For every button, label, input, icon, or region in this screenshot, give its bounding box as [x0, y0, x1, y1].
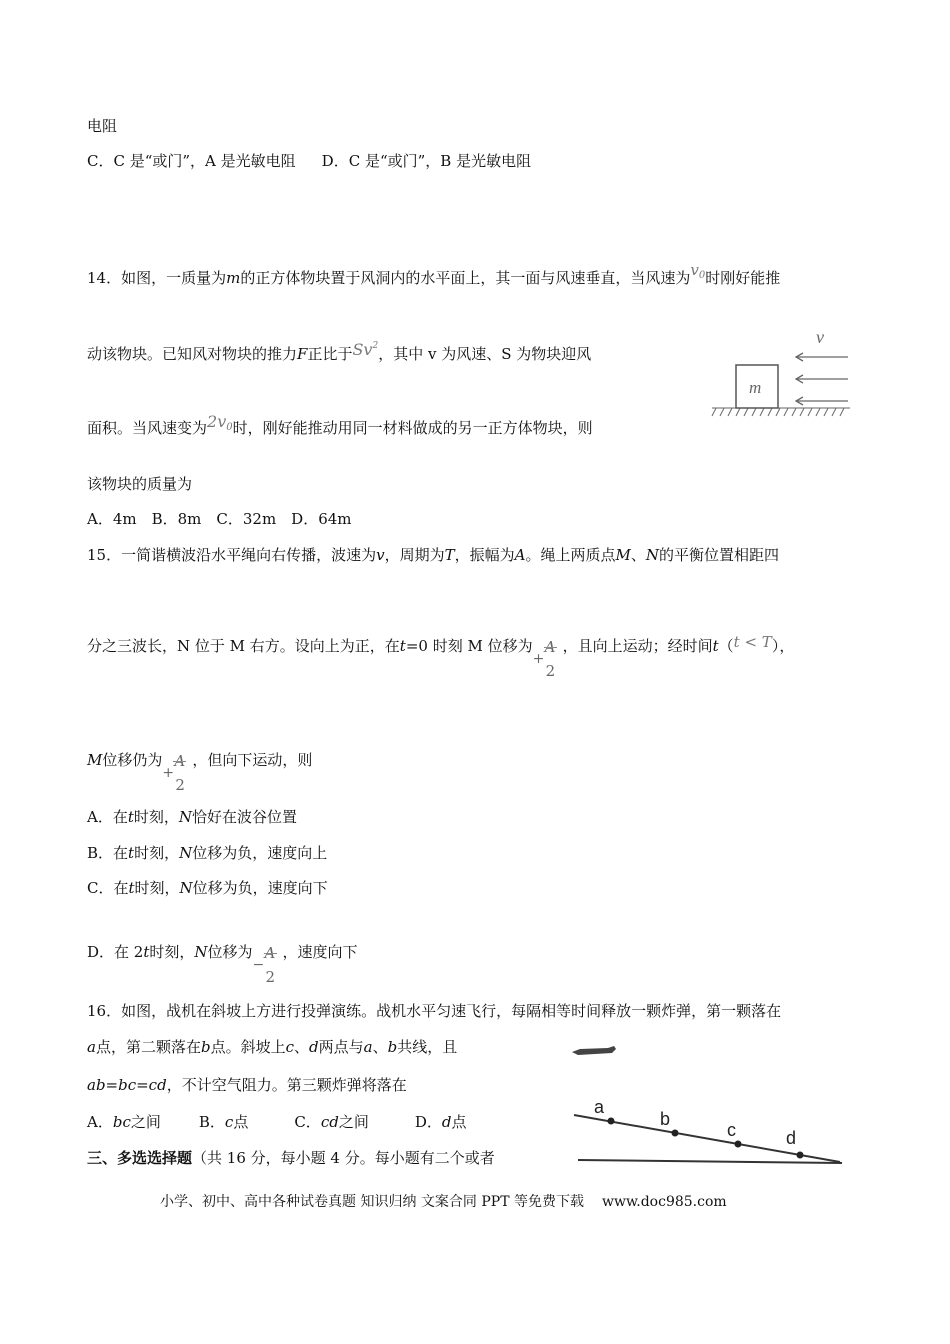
q15-line-3: M位移仍为 + A 2 ，但向下运动，则	[87, 738, 312, 783]
slope-figure	[568, 1040, 848, 1170]
point-b	[672, 1130, 679, 1137]
q15-option-b: B．在t时刻，N位移为负，速度向上	[87, 844, 328, 862]
q16-line-3: ab=bc=cd，不计空气阻力。第三颗炸弹将落在	[87, 1076, 407, 1094]
wind-tunnel-figure	[712, 325, 852, 420]
footer-url[interactable]: www.doc985.com	[601, 1194, 727, 1210]
wind-arrows	[796, 353, 848, 405]
option-c: C．C 是“或门”，A 是光敏电阻	[87, 152, 296, 170]
v0-symbol: $v_0$	[690, 261, 706, 281]
sv2-symbol: Sv$^2$	[352, 340, 379, 359]
label-b: b	[660, 1109, 671, 1129]
ground-hatch	[712, 408, 850, 416]
q14-options: A．4m B．8m C．32m D．64m	[87, 510, 352, 528]
q15-line-2: 分之三波长，N 位于 M 右方。设向上为正，在t=0 时刻 M 位移为 + A 2 ，且向上运动；经时间t（t < T），	[87, 624, 794, 669]
q15-line-1: 15．一简谐横波沿水平绳向右传播，波速为v，周期为T，振幅为A。绳上两质点M、N的平衡位置相距四	[87, 546, 779, 564]
prev-text-line: 电阻	[87, 117, 118, 135]
fighter-jet-icon	[572, 1046, 616, 1055]
page-footer	[160, 1191, 727, 1211]
q16-option-d: D．d点	[414, 1113, 467, 1131]
label-c: c	[727, 1120, 736, 1140]
fraction-minus-a-over-2: − A 2	[252, 944, 276, 986]
point-a	[608, 1118, 615, 1125]
q14-line-2: 动该物块。已知风对物块的推力F正比于Sv$^2$，其中 v 为风速、S 为物块迎风	[87, 340, 592, 363]
label-d: d	[786, 1128, 797, 1148]
q15-option-c: C．在t时刻，N位移为负，速度向下	[87, 879, 328, 897]
fraction-plus-a-over-2: + A 2	[162, 752, 186, 794]
q14-line-4: 该物块的质量为	[87, 475, 193, 493]
q15-option-d: D．在 2t时刻，N位移为 − A 2 ，速度向下	[87, 930, 358, 975]
q16-options	[87, 1112, 467, 1132]
2v0-symbol: $2v_0$	[207, 412, 233, 433]
point-c	[735, 1141, 742, 1148]
time-condition: t < T	[733, 633, 772, 651]
q15-option-a: A．在t时刻，N恰好在波谷位置	[87, 808, 298, 826]
q14-line-3: 面积。当风速变为$2v_0$时，刚好能推动用同一材料做成的另一正方体物块，则	[87, 412, 593, 437]
footer-text: 小学、初中、高中各种试卷真题 知识归纳 文案合同 PPT 等免费下载	[160, 1194, 584, 1210]
q16-option-a: A．bc之间	[87, 1113, 161, 1131]
q16-line-2: a点，第二颗落在b点。斜坡上c、d两点与a、b共线，且	[87, 1038, 458, 1056]
block-label: m	[749, 378, 762, 397]
label-a: a	[594, 1097, 605, 1117]
section-3-heading: 三、多选选择题（共 16 分，每小题 4 分。每小题有二个或者	[87, 1149, 495, 1167]
ground-line	[578, 1160, 842, 1163]
q14-line-1: 14．如图，一质量为m的正方体物块置于风洞内的水平面上，其一面与风速垂直，当风速为$v_0$时刚好能推	[87, 261, 781, 287]
velocity-label: v	[816, 327, 824, 347]
q16-option-b: B．c点	[198, 1113, 249, 1131]
point-d	[797, 1152, 804, 1159]
prev-options-line	[87, 151, 531, 171]
q16-line-1: 16．如图，战机在斜坡上方进行投弹演练。战机水平匀速飞行，每隔相等时间释放一颗炸弹，第一颗落在	[87, 1002, 782, 1020]
fraction-plus-a-over-2: + A 2	[532, 638, 556, 680]
option-d: D．C 是“或门”，B 是光敏电阻	[321, 152, 532, 170]
q16-option-c: C．cd之间	[294, 1113, 369, 1131]
